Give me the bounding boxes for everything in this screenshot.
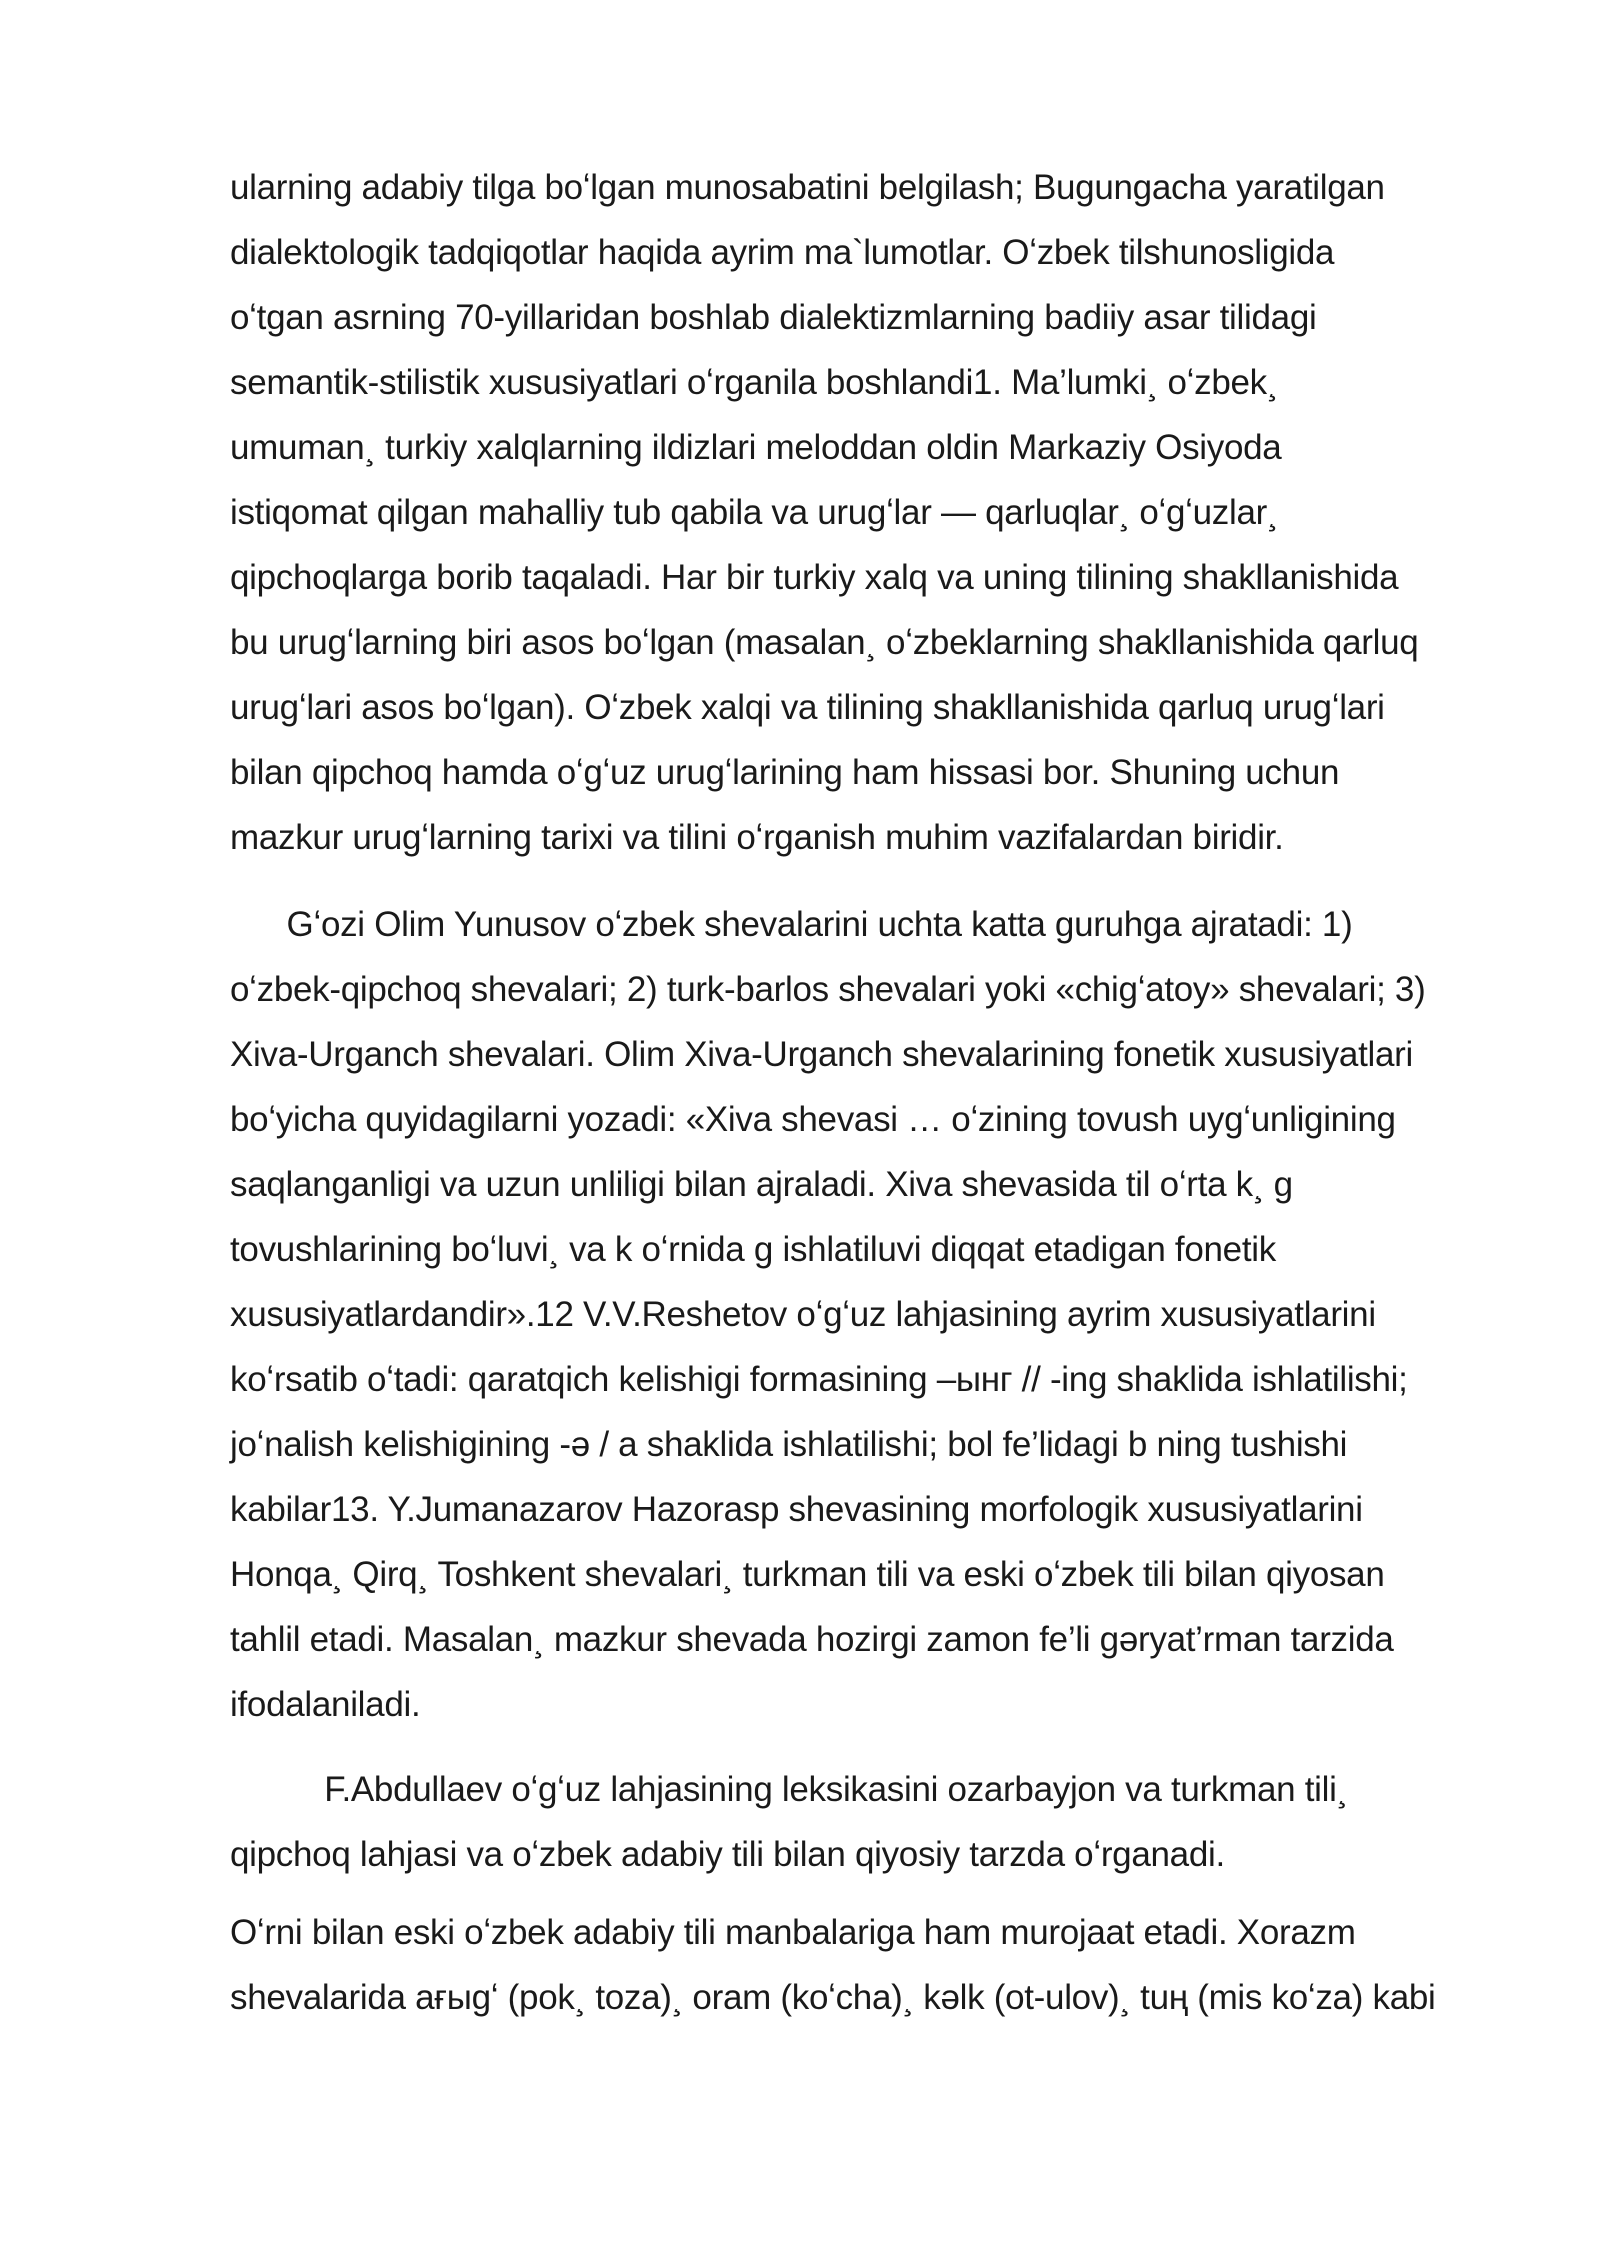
- text-line: istiqomat qilgan mahalliy tub qabila va urugʻlar — qarluqlar¸ oʻgʻuzlar¸: [230, 493, 1279, 532]
- paragraph-yunusov-classification: [230, 892, 1485, 1737]
- text-line: oʻzbek-qipchoq shevalari; 2) turk-barlos shevalari yoki «chigʻatoy» shevalari; 3): [230, 970, 1426, 1009]
- text-line: ularning adabiy tilga boʻlgan munosabatini belgilash; Bugungacha yaratilgan: [230, 168, 1385, 207]
- text-line: saqlanganligi va uzun unliligi bilan ajraladi. Xiva shevasida til oʻrta k¸ g: [230, 1165, 1293, 1204]
- text-line: joʻnalish kelishigining -ə / a shaklida ishlatilishi; bol fe’lidagi b ning tushishi: [230, 1425, 1348, 1464]
- text-line: Honqa¸ Qirq¸ Toshkent shevalari¸ turkman tili va eski oʻzbek tili bilan qiyosan: [230, 1555, 1385, 1594]
- text-line: koʻrsatib oʻtadi: qaratqich kelishigi formasining –ынг // -ing shaklida ishlatilishi;: [230, 1360, 1408, 1399]
- text-line: urugʻlari asos boʻlgan). Oʻzbek xalqi va tilining shakllanishida qarluq urugʻlari: [230, 688, 1385, 727]
- text-line: xususiyatlardandir».12 V.V.Reshetov oʻgʻuz lahjasining ayrim xususiyatlarini: [230, 1295, 1376, 1334]
- text-line: tovushlarining boʻluvi¸ va k oʻrnida g ishlatiluvi diqqat etadigan fonetik: [230, 1230, 1276, 1269]
- text-line: Gʻozi Olim Yunusov oʻzbek shevalarini uchta katta guruhga ajratadi: 1): [230, 905, 1353, 944]
- text-line: qipchoqlarga borib taqaladi. Har bir turkiy xalq va uning tilining shakllanishida: [230, 558, 1399, 597]
- text-line: qipchoq lahjasi va oʻzbek adabiy tili bilan qiyosiy tarzda oʻrganadi.: [230, 1835, 1225, 1874]
- text-line: dialektologik tadqiqotlar haqida ayrim ma`lumotlar. Oʻzbek tilshunosligida: [230, 233, 1335, 272]
- text-line: Xiva-Urganch shevalari. Olim Xiva-Urganch shevalarining fonetik xususiyatlari: [230, 1035, 1413, 1074]
- text-line: shevalarida aғыgʻ (pok¸ toza)¸ oram (koʻcha)¸ kəlk (ot-ulov)¸ tuң (mis koʻza) kabi: [230, 1978, 1436, 2017]
- text-line: mazkur urugʻlarning tarixi va tilini oʻrganish muhim vazifalardan biridir.: [230, 818, 1284, 857]
- text-line: bu urugʻlarning biri asos boʻlgan (masalan¸ oʻzbeklarning shakllanishida qarluq: [230, 623, 1419, 662]
- text-line: umuman¸ turkiy xalqlarning ildizlari meloddan oldin Markaziy Osiyoda: [230, 428, 1282, 467]
- text-line: bilan qipchoq hamda oʻgʻuz urugʻlarining ham hissasi bor. Shuning uchun: [230, 753, 1340, 792]
- text-line: kabilar13. Y.Jumanazarov Hazorasp shevasining morfologik xususiyatlarini: [230, 1490, 1363, 1529]
- paragraph-xorazm-lexicon: [230, 1900, 1485, 2030]
- paragraph-abdullaev: [230, 1757, 1485, 1887]
- paragraph-dialectology-intro: [230, 155, 1485, 870]
- text-line: oʻtgan asrning 70-yillaridan boshlab dialektizmlarning badiiy asar tilidagi: [230, 298, 1317, 337]
- text-line: ifodalaniladi.: [230, 1685, 421, 1724]
- text-line: tahlil etadi. Masalan¸ mazkur shevada hozirgi zamon fe’li gəryat’rman tarzida: [230, 1620, 1394, 1659]
- text-line: F.Abdullaev oʻgʻuz lahjasining leksikasini ozarbayjon va turkman tili¸: [230, 1770, 1348, 1809]
- text-line: Oʻrni bilan eski oʻzbek adabiy tili manbalariga ham murojaat etadi. Xorazm: [230, 1913, 1356, 1952]
- text-line: boʻyicha quyidagilarni yozadi: «Xiva shevasi … oʻzining tovush uygʻunligining: [230, 1100, 1396, 1139]
- text-line: semantik-stilistik xususiyatlari oʻrganila boshlandi1. Ma’lumki¸ oʻzbek¸: [230, 363, 1279, 402]
